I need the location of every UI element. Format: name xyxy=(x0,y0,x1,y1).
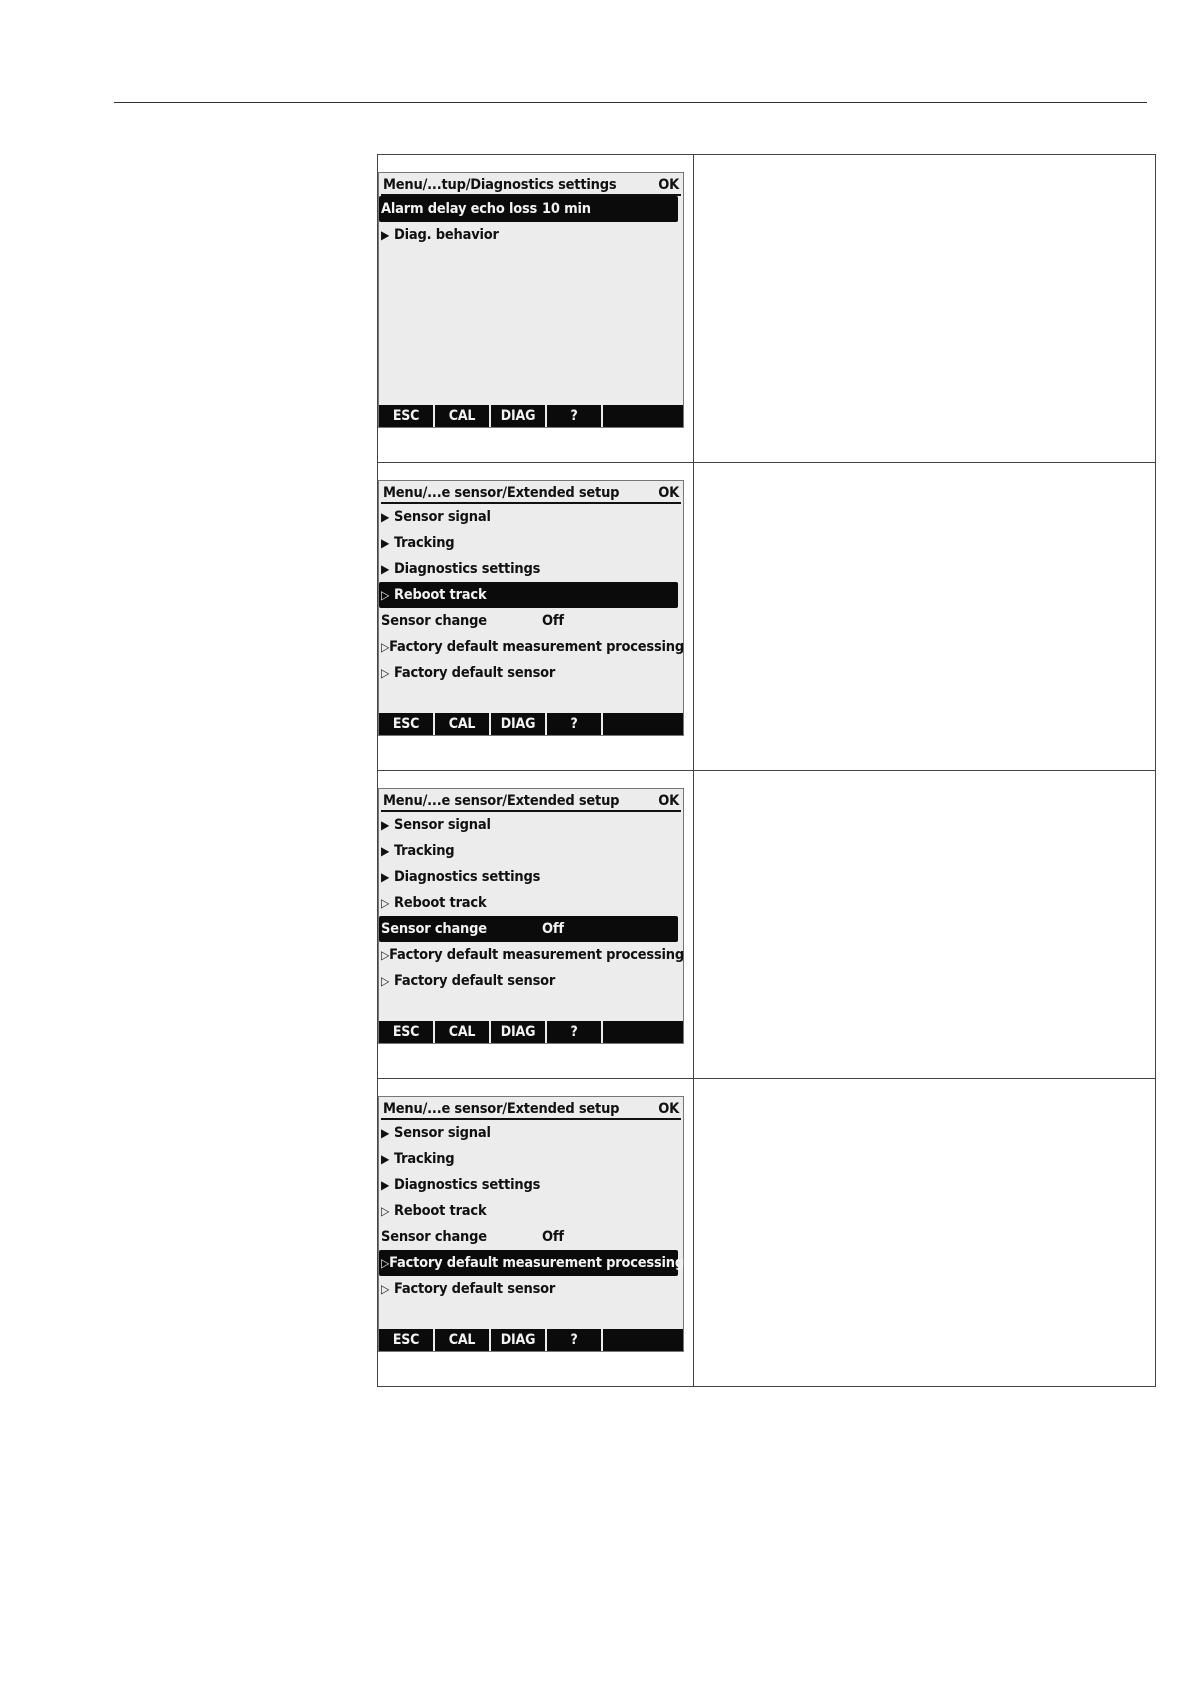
submenu-arrow-icon: ▶ xyxy=(381,562,390,576)
description-cell xyxy=(694,1079,1156,1387)
action-arrow-icon: ▷ xyxy=(381,640,390,654)
diag-softkey[interactable]: DIAG xyxy=(491,405,545,427)
device-display xyxy=(378,1096,684,1352)
esc-softkey[interactable]: ESC xyxy=(379,1329,433,1351)
menu-path: Menu/...e sensor/Extended setup xyxy=(383,1100,620,1117)
menu-item-label: Factory default measurement processing xyxy=(389,947,685,963)
blank-softkey[interactable] xyxy=(603,1021,683,1043)
menu-item[interactable] xyxy=(379,222,678,248)
submenu-arrow-icon: ▶ xyxy=(381,1152,390,1166)
menu-item[interactable] xyxy=(379,812,678,838)
submenu-arrow-icon: ▶ xyxy=(381,870,390,884)
menu-item-label: Sensor signal xyxy=(394,817,491,833)
device-display xyxy=(378,172,684,428)
menu-item[interactable] xyxy=(379,556,678,582)
table-row xyxy=(378,771,1156,1079)
menu-item[interactable] xyxy=(379,582,678,608)
ok-label[interactable]: OK xyxy=(658,484,679,501)
menu-path: Menu/...e sensor/Extended setup xyxy=(383,792,620,809)
menu-item[interactable] xyxy=(379,916,678,942)
description-cell xyxy=(694,771,1156,1079)
diag-softkey[interactable]: DIAG xyxy=(491,713,545,735)
action-arrow-icon: ▷ xyxy=(381,1256,390,1270)
display-header xyxy=(381,791,681,812)
device-display xyxy=(378,788,684,1044)
action-arrow-icon: ▷ xyxy=(381,1282,390,1296)
menu-item-label: Diag. behavior xyxy=(394,227,499,243)
description-cell xyxy=(694,155,1156,463)
ok-label[interactable]: OK xyxy=(658,1100,679,1117)
table-row xyxy=(378,155,1156,463)
softkey-bar xyxy=(379,1329,683,1351)
menu-item-label: Sensor signal xyxy=(394,509,491,525)
screen-cell xyxy=(378,155,694,463)
submenu-arrow-icon: ▶ xyxy=(381,510,390,524)
action-arrow-icon: ▷ xyxy=(381,588,390,602)
menu-path: Menu/...e sensor/Extended setup xyxy=(383,484,620,501)
submenu-arrow-icon: ▶ xyxy=(381,536,390,550)
header-rule xyxy=(114,102,1147,103)
menu-item[interactable] xyxy=(379,504,678,530)
screen-cell xyxy=(378,1079,694,1387)
menu-item[interactable] xyxy=(379,968,678,994)
softkey-bar xyxy=(379,405,683,427)
menu-item-label: Alarm delay echo loss xyxy=(381,201,538,217)
table-row xyxy=(378,1079,1156,1387)
menu-item-label: Factory default sensor xyxy=(394,1281,556,1297)
esc-softkey[interactable]: ESC xyxy=(379,713,433,735)
menu-item[interactable] xyxy=(379,660,678,686)
menu-item[interactable] xyxy=(379,1198,678,1224)
menu-item-label: Factory default sensor xyxy=(394,973,556,989)
menu-item-label: Reboot track xyxy=(394,895,487,911)
help-softkey[interactable]: ? xyxy=(547,405,601,427)
esc-softkey[interactable]: ESC xyxy=(379,1021,433,1043)
table-body xyxy=(378,155,1156,1387)
menu-item[interactable] xyxy=(379,196,678,222)
menu-item-label: Diagnostics settings xyxy=(394,561,541,577)
menu-item-label: Tracking xyxy=(394,1151,455,1167)
softkey-bar xyxy=(379,1021,683,1043)
screen-cell xyxy=(378,771,694,1079)
ok-label[interactable]: OK xyxy=(658,176,679,193)
submenu-arrow-icon: ▶ xyxy=(381,1178,390,1192)
menu-list xyxy=(379,812,683,994)
menu-item[interactable] xyxy=(379,838,678,864)
submenu-arrow-icon: ▶ xyxy=(381,844,390,858)
action-arrow-icon: ▷ xyxy=(381,666,390,680)
submenu-arrow-icon: ▶ xyxy=(381,818,390,832)
menu-item-label: Factory default measurement processing xyxy=(389,1255,685,1271)
cal-softkey[interactable]: CAL xyxy=(435,1329,489,1351)
menu-item-label: Diagnostics settings xyxy=(394,869,541,885)
menu-item-label: Factory default sensor xyxy=(394,665,556,681)
menu-item[interactable] xyxy=(379,1172,678,1198)
display-header xyxy=(381,1099,681,1120)
ok-label[interactable]: OK xyxy=(658,792,679,809)
menu-list xyxy=(379,504,683,686)
menu-item-label: Reboot track xyxy=(394,1203,487,1219)
menu-item-label: Sensor signal xyxy=(394,1125,491,1141)
menu-item[interactable] xyxy=(379,890,678,916)
menu-item[interactable] xyxy=(379,1250,685,1276)
menu-item[interactable] xyxy=(379,608,678,634)
menu-item-label: Factory default measurement processing xyxy=(389,639,685,655)
device-display xyxy=(378,480,684,736)
menu-screens-table xyxy=(377,154,1156,1387)
menu-item[interactable] xyxy=(379,634,685,660)
menu-item-label: Reboot track xyxy=(394,587,487,603)
menu-item[interactable] xyxy=(379,1276,678,1302)
menu-item[interactable] xyxy=(379,864,678,890)
submenu-arrow-icon: ▶ xyxy=(381,228,390,242)
help-softkey[interactable]: ? xyxy=(547,1021,601,1043)
diag-softkey[interactable]: DIAG xyxy=(491,1329,545,1351)
esc-softkey[interactable]: ESC xyxy=(379,405,433,427)
blank-softkey[interactable] xyxy=(603,1329,683,1351)
menu-list xyxy=(379,196,683,248)
menu-path: Menu/...tup/Diagnostics settings xyxy=(383,176,617,193)
diag-softkey[interactable]: DIAG xyxy=(491,1021,545,1043)
help-softkey[interactable]: ? xyxy=(547,713,601,735)
cal-softkey[interactable]: CAL xyxy=(435,713,489,735)
cal-softkey[interactable]: CAL xyxy=(435,405,489,427)
submenu-arrow-icon: ▶ xyxy=(381,1126,390,1140)
screen-cell xyxy=(378,463,694,771)
menu-item-value: Off xyxy=(542,613,564,629)
blank-softkey[interactable] xyxy=(603,713,683,735)
help-softkey[interactable]: ? xyxy=(547,1329,601,1351)
action-arrow-icon: ▷ xyxy=(381,948,390,962)
menu-list xyxy=(379,1120,683,1302)
menu-item[interactable] xyxy=(379,942,685,968)
blank-softkey[interactable] xyxy=(603,405,683,427)
display-header xyxy=(381,483,681,504)
menu-item-label: Diagnostics settings xyxy=(394,1177,541,1193)
action-arrow-icon: ▷ xyxy=(381,896,390,910)
menu-item-label: Sensor change xyxy=(381,1229,487,1245)
menu-item[interactable] xyxy=(379,530,678,556)
menu-item[interactable] xyxy=(379,1120,678,1146)
menu-item-value: 10 min xyxy=(542,201,591,217)
description-cell xyxy=(694,463,1156,771)
menu-item-label: Sensor change xyxy=(381,613,487,629)
menu-item-value: Off xyxy=(542,921,564,937)
cal-softkey[interactable]: CAL xyxy=(435,1021,489,1043)
table-row xyxy=(378,463,1156,771)
menu-item-label: Sensor change xyxy=(381,921,487,937)
display-header xyxy=(381,175,681,196)
softkey-bar xyxy=(379,713,683,735)
menu-item[interactable] xyxy=(379,1224,678,1250)
menu-item-label: Tracking xyxy=(394,535,455,551)
menu-item-label: Tracking xyxy=(394,843,455,859)
action-arrow-icon: ▷ xyxy=(381,1204,390,1218)
menu-item[interactable] xyxy=(379,1146,678,1172)
menu-item-value: Off xyxy=(542,1229,564,1245)
action-arrow-icon: ▷ xyxy=(381,974,390,988)
